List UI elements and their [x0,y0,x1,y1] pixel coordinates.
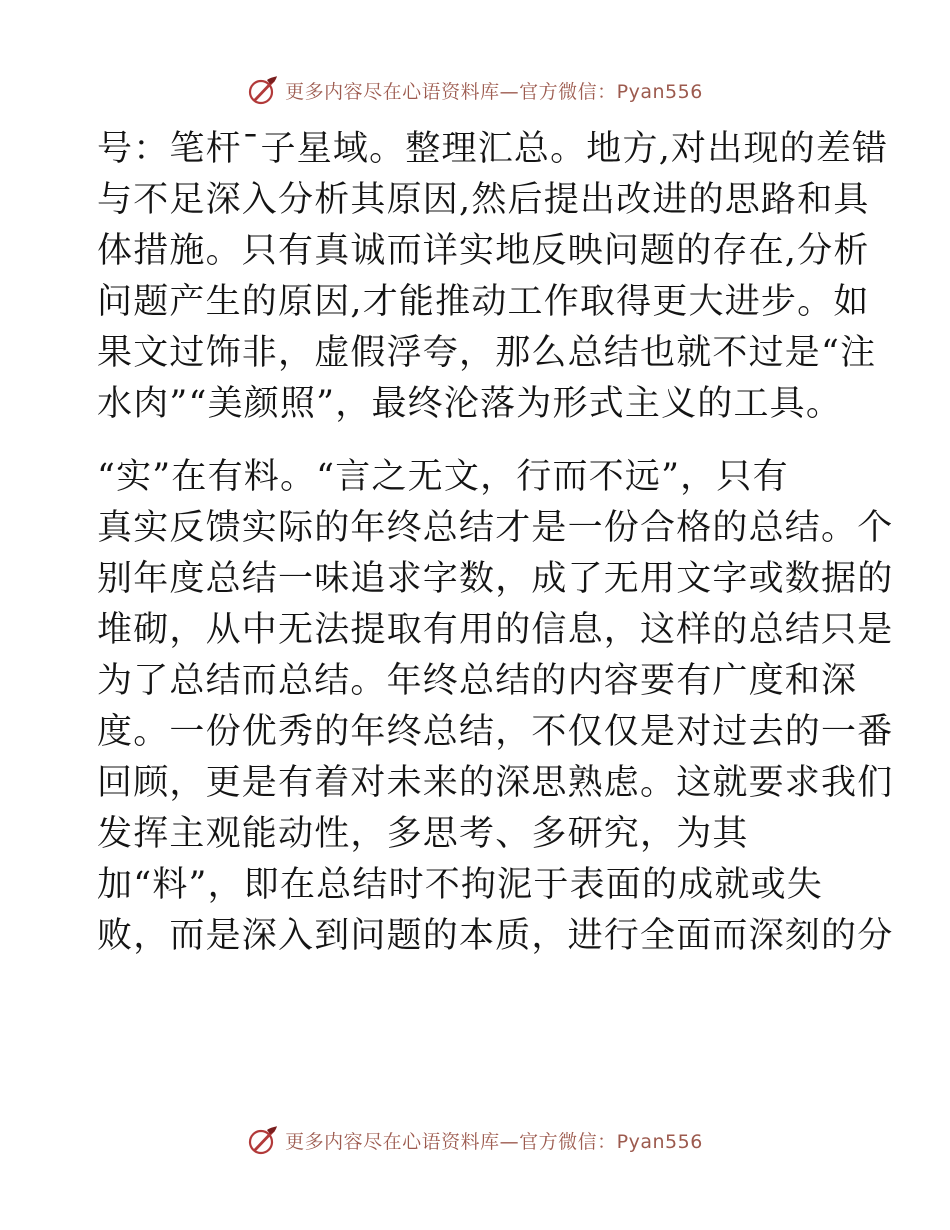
watermark-text: 更多内容尽在心语资料库—官方微信：Pyan556 [285,1130,703,1153]
watermark-text: 更多内容尽在心语资料库—官方微信：Pyan556 [285,80,703,103]
text-line: 回顾，更是有着对未来的深思熟虑。这就要求我们 [97,763,894,803]
paragraph [97,124,889,430]
header-watermark [0,70,950,110]
paragraph-gap [97,430,857,452]
text-line: 堆砌，从中无法提取有用的信息，这样的总结只是 [97,610,894,650]
text-line: 果文过饰非，虚假浮夸，那么总结也就不过是“注 [97,333,877,373]
quill-logo-icon [247,74,279,106]
text-line: 为了总结而总结。年终总结的内容要有广度和深 [97,661,858,701]
text-line: “实”在有料。“言之无文，行而不远”，只有 [97,457,789,497]
text-line: 水肉”“美颜照”，最终沦落为形式主义的工具。 [97,384,843,424]
text-line: 别年度总结一味追求字数，成了无用文字或数据的 [97,559,894,599]
text-line: 加“料”，即在总结时不拘泥于表面的成就或失 [97,865,823,905]
text-line: 与不足深入分析其原因,然后提出改进的思路和具 [97,180,870,220]
document-body [97,124,894,962]
quill-logo-icon [247,1124,279,1156]
text-line: 问题产生的原因,才能推动工作取得更大进步。如 [97,282,870,322]
text-line: 发挥主观能动性，多思考、多研究，为其 [97,814,749,854]
text-line: 号：笔杆¯子星域。整理汇总。地方,对出现的差错 [97,129,889,169]
text-line: 体措施。只有真诚而详实地反映问题的存在,分析 [97,231,870,271]
text-line: 真实反馈实际的年终总结才是一份合格的总结。个 [97,508,894,548]
footer-watermark [0,1120,950,1160]
paragraph [97,452,894,962]
text-line: 败，而是深入到问题的本质，进行全面而深刻的分 [97,916,894,956]
text-line: 度。一份优秀的年终总结，不仅仅是对过去的一番 [97,712,894,752]
